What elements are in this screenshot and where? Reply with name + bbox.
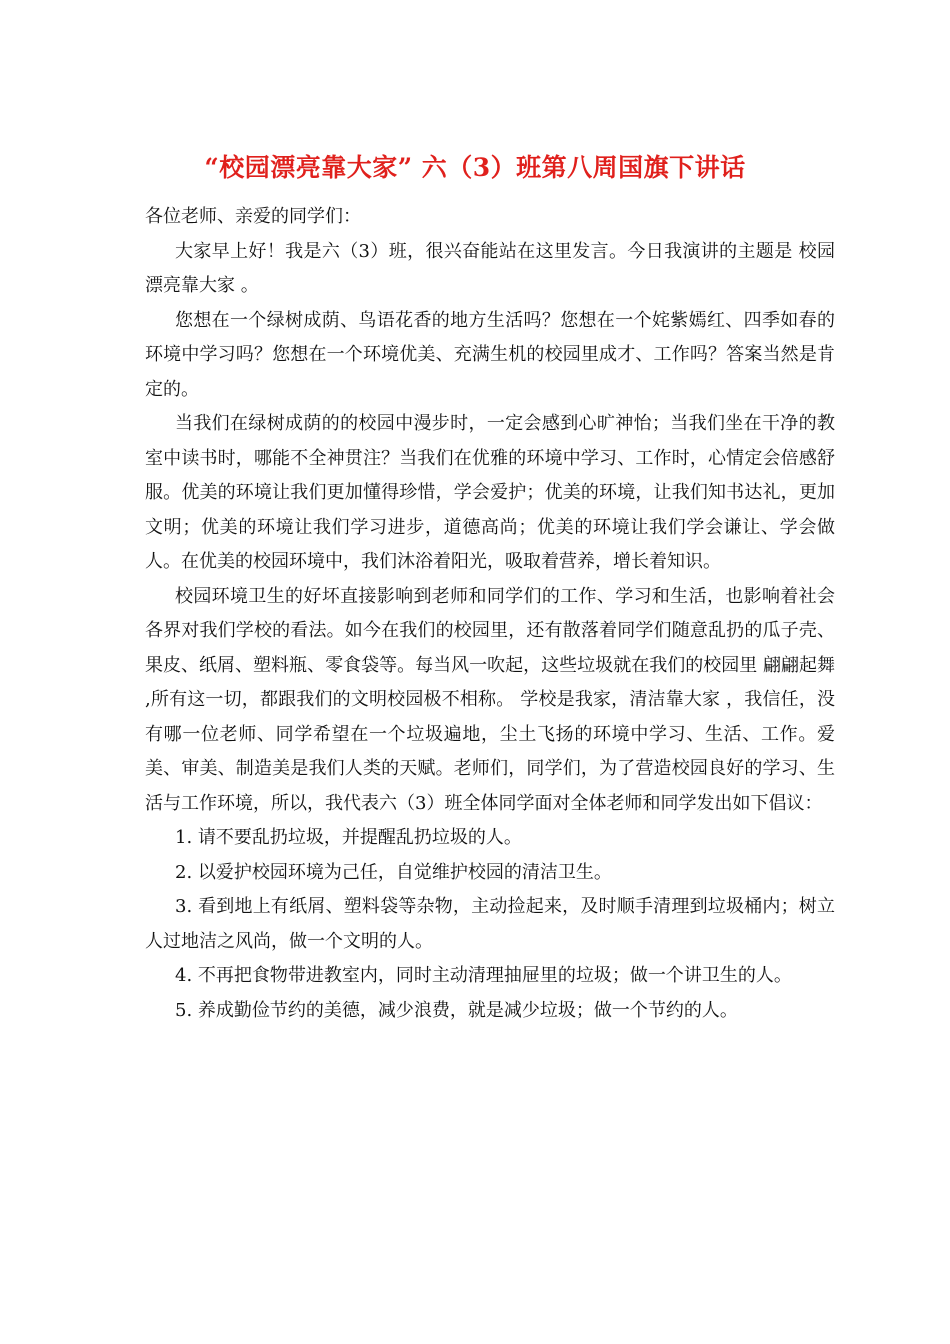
hygiene-paragraph: 校园环境卫生的好坏直接影响到老师和同学们的工作、学习和生活，也影响着社会各界对我们学校的看法。如今在我们的校园里，还有散落着同学们随意乱扔的瓜子壳、果皮、纸屑、塑料瓶、零食袋等。每当风一吹起，这些垃圾就在我们的校园里 翩翩起舞 ,所有这一切，都跟我们的文明校园极不相称。 学校是我家，清洁靠大家 ，我信任，没有哪一位老师、同学希望在一个垃圾遍地，尘土飞扬的环境中学习、生活、工作。爱美、审美、制造美是我们人类的天赋。老师们，同学们，为了营造校园良好的学习、生活与工作环境，所以，我代表六（3）班全体同学面对全体老师和同学发出如下倡议： bbox=[145, 585, 835, 814]
proposal-item-5: 5. 养成勤俭节约的美德，减少浪费，就是减少垃圾；做一个节约的人。 bbox=[175, 999, 738, 1021]
document-title: “校园漂亮靠大家” 六（3）班第八周国旗下讲话 bbox=[204, 153, 746, 182]
proposal-item-3: 3. 看到地上有纸屑、塑料袋等杂物，主动捡起来，及时顺手清理到垃圾桶内；树立人过地洁之风尚，做一个文明的人。 bbox=[145, 896, 835, 952]
proposal-item-1: 1. 请不要乱扔垃圾，并提醒乱扔垃圾的人。 bbox=[175, 827, 522, 848]
salutation-paragraph: 各位老师、亲爱的同学们： bbox=[145, 206, 361, 227]
environment-paragraph: 当我们在绿树成荫的的校园中漫步时，一定会感到心旷神怡；当我们坐在干净的教室中读书时，哪能不全神贯注？当我们在优雅的环境中学习、工作时，心情定会倍感舒服。优美的环境让我们更加懂得珍惜，学会爱护；优美的环境，让我们知书达礼，更加文明；优美的环境让我们学习进步，道德高尚；优美的环境让我们学会谦让、学会做人。在优美的校园环境中，我们沐浴着阳光，吸取着营养，增长着知识。 bbox=[145, 413, 835, 572]
greeting-paragraph: 大家早上好！我是六（3）班，很兴奋能站在这里发言。今日我演讲的主题是 校园漂亮靠大家 。 bbox=[145, 240, 835, 296]
proposal-item-4: 4. 不再把食物带进教室内，同时主动清理抽屉里的垃圾；做一个讲卫生的人。 bbox=[175, 965, 792, 986]
document-body bbox=[145, 200, 835, 1028]
proposal-item-2: 2. 以爱护校园环境为己任，自觉维护校园的清洁卫生。 bbox=[175, 861, 612, 883]
question-paragraph: 您想在一个绿树成荫、鸟语花香的地方生活吗？您想在一个姹紫嫣红、四季如春的环境中学习吗？您想在一个环境优美、充满生机的校园里成才、工作吗？答案当然是肯定的。 bbox=[145, 309, 835, 400]
